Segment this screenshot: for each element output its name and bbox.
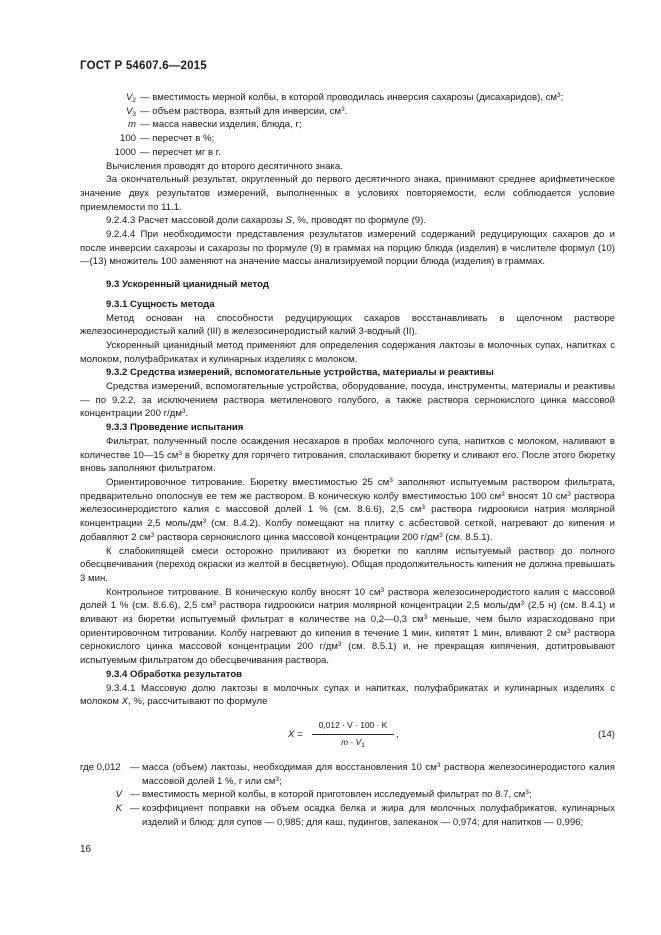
formula-14: X = $\frac{0,012 \cdot V \cdot 100 \cdot K}{m \cdot V_1}$ , (14) (288, 719, 615, 749)
paragraph-9-3-1a: Метод основан на способности редуцирующих сахаров восстанавливать в щелочном растворе железосинеродистый калий (III) в железосинеродистый калий 3-водный (II). (80, 312, 615, 338)
formula-numerator: 0,012 · V · 100 · K (312, 719, 394, 735)
formula-denominator: $m \cdot V_1$ (341, 736, 365, 749)
paragraph-9-2-4-4: 9.2.4.4 При необходимости представления результатов измерений содержаний редуцирующих сахаров до и после инверсии сахарозы и сахарозы по формуле (9) в граммах на порцию блюда (изделия) в числителе формул (10)—(13) множитель 100 заменяют на значение массы анализируемой порции блюда (изделия) в граммах. (80, 229, 615, 268)
page-number: 16 (80, 844, 92, 855)
paragraph-9-3-2: Средства измерений, вспомогательные устройства, оборудование, посуда, инструменты, материалы и реактивы — по 9.2.2, за исключением раствора метиленового голубого, а также раствора сернокислого цинка массовой концентрации 200 $г/дм^3$. (80, 381, 615, 420)
section-heading-9-3-3: 9.3.3 Проведение испытания (106, 422, 244, 434)
paragraph-9-3-3b: Ориентировочное титрование. Бюретку вместимостью 25 $см^3$ заполняют испытуемым раствором фильтрата, предварительно ополоснув ее тем же раствором. В коническую колбу вместимостью 100 $см^3$ вносят 10 $см^3$ раствора железосинеродистого калия с массовой долей 1 % (см. 8.6.6), 2,5 $см^3$ раствора гидроокиси натрия молярной концентрации 2,5 моль/$дм^3$ (см. 8.4.2). Колбу помещают на плитку с асбестовой сеткой, нагревают до кипения и добавляют 2 $см^3$ раствора сернокислого цинка массовой концентрации 200 $г/дм^3$ (см. 8.5.1). (80, 476, 615, 543)
paragraph-9-3-4-1: 9.3.4.1 Массовую долю лактозы в молочных супах и напитках, полуфабрикатах и кулинарных изделиях с молоком X, %, рассчитывают по формуле (80, 682, 615, 708)
paragraph-calc: Вычисления проводят до второго десятичного знака. (106, 160, 343, 172)
formula-lhs: X = (288, 728, 303, 740)
paragraph-9-3-3c: К слабокипящей смеси осторожно приливают из бюретки по каплям испытуемый раствор до полного обесцвечивания (переход окраски из желтой в бесцветную). Общая продолжительность кипения не должна превышать 3 мин. (80, 545, 615, 584)
section-heading-9-3-4: 9.3.4 Обработка результатов (106, 668, 243, 680)
definition-row: $V_2$ — вместимость мерной колбы, в которой проводилась инверсия сахарозы (дисахаридов), $см^3$; (125, 92, 564, 104)
section-heading-9-3: 9.3 Ускоренный цианидный метод (106, 279, 269, 291)
paragraph-final-result: За окончательный результат, округленный до первого десятичного знака, принимают среднее арифметическое значение двух результатов измерений, выполненных в условиях повторяемости, если соблюдается условие приемлемости по 11.1. (80, 174, 615, 213)
paragraph-9-2-4-3: 9.2.4.3 Расчет массовой доли сахарозы S, %, проводят по формуле (9). (106, 215, 427, 227)
section-heading-9-3-2: 9.3.2 Средства измерений, вспомогательные устройства, материалы и реактивы (106, 367, 494, 379)
document-body (80, 91, 615, 829)
where-row: K — коэффициент поправки на объем осадка белка и жира для молочных полуфабрикатов, кулинарных изделий и блюд: для супов — 0,985; для каш, пудингов, запеканок — 0,974; для напитков — 0,996; (115, 803, 615, 828)
definition-row: 100 — пересчет в %; (119, 133, 215, 145)
paragraph-9-3-3a: Фильтрат, полученный после осаждения несахаров в пробах молочного супа, напитков с молоком, наливают в количестве 10—15 $см^3$ в бюретку для горячего титрования, споласкивают бюретку и сливают его. После этого бюретку вновь заполняют фильтратом. (80, 435, 616, 475)
paragraph-9-3-3d: Контрольное титрование. В коническую колбу вносят 10 $см^3$ раствора железосинеродистого калия с массовой долей 1 % (см. 8.6.6), 2,5 $см^3$ раствора гидроокиси натрия молярной концентрации 2,5 моль/$дм^3$ (2,5 н) (см. 8.4.1) и вливают из бюретки испытуемый фильтрат в количестве на 0,2—0,3 $см^3$ меньше, чем было израсходовано при ориентировочном титровании. Колбу нагревают до кипения в течение 1 мин, кипятят 1 мин, вливают 2 $см^3$ раствора сернокислого цинка массовой концентрации 200 $г/дм^3$ (см. 8.5.1) и, не прекращая кипячения, дотитровывают испытуемым фильтратом до обесцвечивания раствора. (80, 586, 616, 667)
paragraph-9-3-1b: Ускоренный цианидный метод применяют для определения содержания лактозы в молочных супах, напитках с молоком, полуфабрикатах и кулинарных изделиях с молоком. (80, 339, 615, 365)
definition-row: m — масса навески изделия, блюда, г; (128, 119, 302, 131)
definition-row: 1000 — пересчет мг в г. (114, 146, 221, 158)
formula-number: (14) (597, 728, 615, 740)
where-row: V — вместимость мерной колбы, в которой приготовлен исследуемый фильтрат по 8.7, $см^3$; (115, 789, 532, 801)
standard-header: ГОСТ Р 54607.6—2015 (80, 60, 207, 72)
section-heading-9-3-1: 9.3.1 Сущность метода (106, 298, 215, 310)
formula-fraction (312, 719, 394, 749)
definition-row: $V_3$ — объем раствора, взятый для инверсии, $см^3$. (125, 105, 348, 118)
where-row: где 0,012 — масса (объем) лактозы, необходимая для восстановления 10 $см^3$ раствора железосинеродистого калия массовой долей 1 %, г или $см^3$; (80, 761, 615, 787)
